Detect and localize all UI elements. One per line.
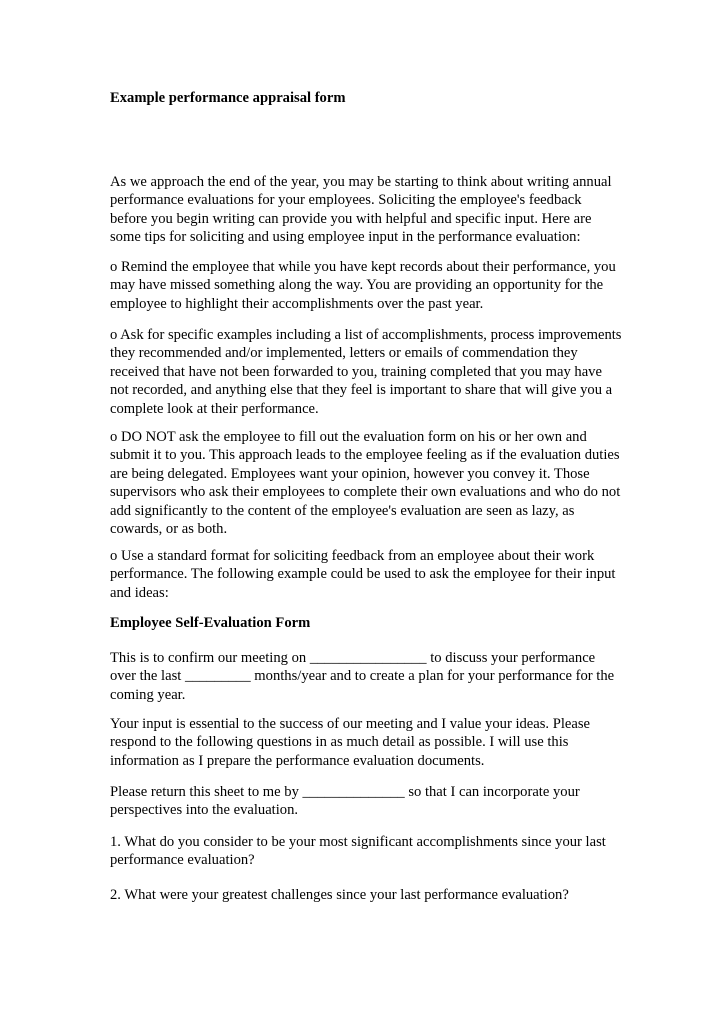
tip-paragraph-4: o Use a standard format for soliciting feedback from an employee about their work performance. The following example could be used to ask the employee for their input and ideas:	[110, 548, 616, 601]
input-paragraph: Your input is essential to the success of our meeting and I value your ideas. Please respond to the following questions in as much detail as possible. I will use this information as I prepare the performance evaluation documents.	[110, 716, 591, 769]
confirm-paragraph: This is to confirm our meeting on ________________ to discuss your performance over the last _________ months/year and to create a plan for your performance for the coming year.	[110, 650, 615, 703]
return-paragraph: Please return this sheet to me by ______________ so that I can incorporate your perspectives into the evaluation.	[110, 784, 580, 819]
tip-paragraph-1: o Remind the employee that while you have kept records about their performance, you may have missed something along the way. You are providing an opportunity for the employee to highlight their accomplishments over the past year.	[110, 259, 616, 312]
question-1: 1. What do you consider to be your most significant accomplishments since your last performance evaluation?	[110, 834, 606, 869]
tip-paragraph-2: o Ask for specific examples including a list of accomplishments, process improvements they recommended and/or implemented, letters or emails of commendation they received that have not been forwarded to you, training completed that you may have not recorded, and anything else that they feel is important to share that will give you a complete look at their performance.	[110, 327, 622, 417]
form-title: Employee Self-Evaluation Form	[110, 615, 311, 631]
question-2: 2. What were your greatest challenges since your last performance evaluation?	[110, 887, 569, 903]
tip-paragraph-3: o DO NOT ask the employee to fill out the evaluation form on his or her own and submit it to you. This approach leads to the employee feeling as if the evaluation duties are being delegated. Employees want your opinion, however you convey it. Those supervisors who ask their employees to complete their own evaluations and who do not add significantly to the content of the employee's evaluation are seen as lazy, as cowards, or as both.	[110, 429, 621, 538]
intro-paragraph: As we approach the end of the year, you may be starting to think about writing annual performance evaluations for your employees. Soliciting the employee's feedback before you begin writing can provide you with helpful and specific input. Here are some tips for soliciting and using employee input in the performance evaluation:	[110, 174, 612, 246]
document-title: Example performance appraisal form	[110, 90, 346, 106]
